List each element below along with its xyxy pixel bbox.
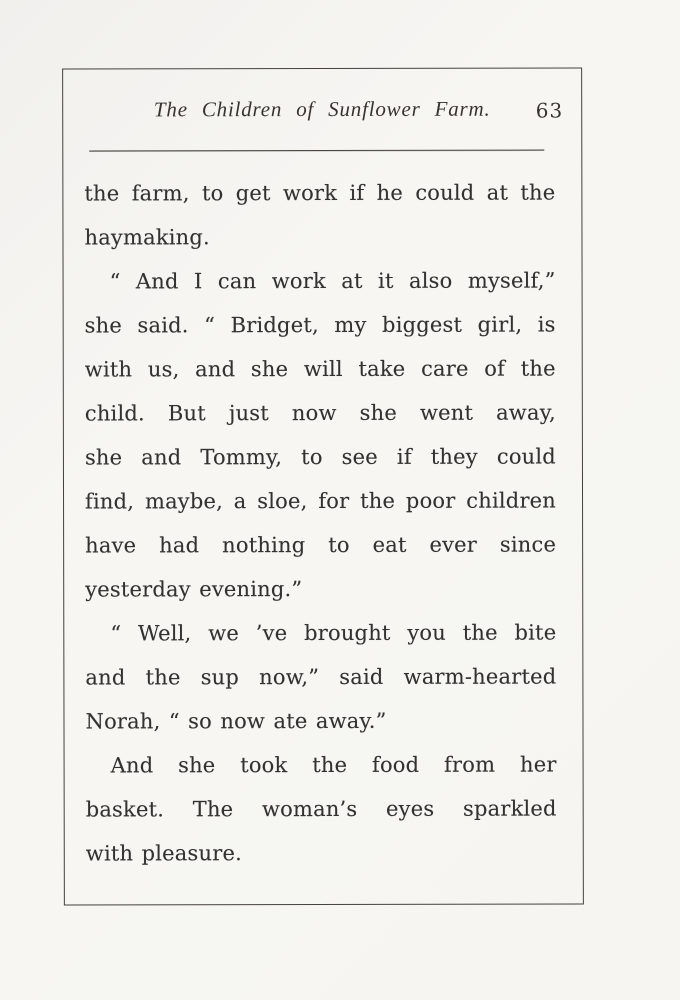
text-line: Norah, “ so now ate away.” — [85, 708, 387, 734]
text-line: haymaking. — [84, 225, 210, 250]
text-line: she and Tommy, to see if they could — [84, 444, 556, 470]
text-line: and the sup now,” said warm-hearted — [85, 664, 557, 690]
text-line: have had nothing to eat ever since — [85, 532, 557, 558]
text-line: she said. “ Bridget, my biggest girl, is — [84, 312, 556, 338]
text-line: the farm, to get work if he could at the — [84, 180, 556, 206]
page-title: The Children of Sunflower Farm. — [153, 96, 491, 122]
text-line: find, maybe, a sloe, for the poor children — [85, 488, 557, 514]
text-line: “ And I can work at it also myself,” — [109, 268, 556, 294]
running-header — [63, 92, 581, 125]
text-line: with pleasure. — [85, 841, 242, 866]
text-line: “ Well, we ’ve brought you the bite — [110, 620, 557, 646]
body-text — [63, 150, 583, 875]
page-number: 63 — [535, 98, 564, 123]
text-line: with us, and she will take care of the — [84, 356, 556, 382]
text-line: child. But just now she went away, — [84, 400, 556, 426]
text-line: basket. The woman’s eyes sparkled — [85, 796, 557, 822]
text-line: yesterday evening.” — [85, 577, 303, 602]
text-line: And she took the food from her — [110, 752, 557, 778]
page-frame — [62, 67, 584, 905]
